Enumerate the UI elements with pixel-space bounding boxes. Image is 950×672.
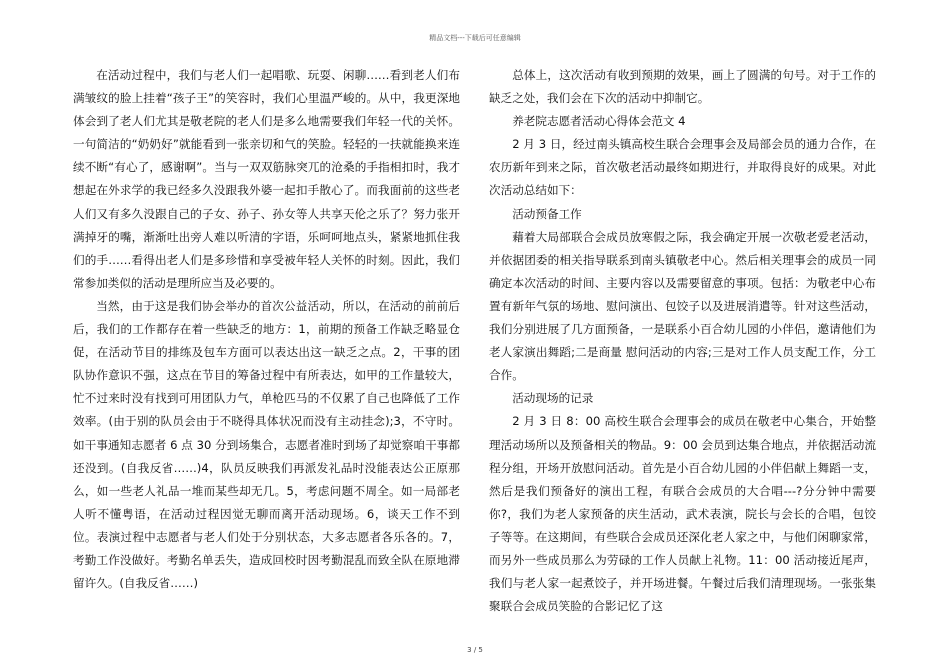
page-header: 精品文档---下载后可任意编辑 [429,34,521,42]
page-number: 3 / 5 [467,646,483,654]
body-paragraph: 2 月 3 日，经过南头镇高校生联合会理事会及局部会员的通力合作，在农历新年到来之际，首次敬老活动最终如期进行，并取得良好的成果。对此次活动总结如下： [489,137,876,198]
section-title: 养老院志愿者活动心得体会范文 4 [512,114,686,129]
body-paragraph: 在活动过程中，我们与老人们一起唱歌、玩耍、闲聊……看到老人们布满皱纹的脸上挂着“孩子王”的笑容时，我们心里温严峻的。从中，我更深地体会到了老人们尤其是敬老院的老人们是多么地需要我们年轻一代的关怀。一句简洁的“奶奶好”就能看到一张亲切和气的笑脸。轻轻的一扶就能换来连续不断“有心了，感谢啊”。当与一双双筋脉突兀的沧桑的手指相扣时，我才想起在外求学的我已经多久没跟我外婆一起扣手散心了。而我面前的这些老人们又有多久没跟自己的子女、孙子、孙女等人共享天伦之乐了？努力张开满掉牙的嘴，渐渐吐出旁人难以听清的字语，乐呵呵地点头，紧紧地抓住我们的手……看得出老人们是多珍惜和享受被年轻人关怀的时刻。因此，我们常参加类似的活动是理所应当及必要的。 [73,68,460,290]
body-paragraph: 当然，由于这是我们协会举办的首次公益活动，所以，在活动的前前后后，我们的工作都存在着一些缺乏的地方：1，前期的预备工作缺乏略显仓促，在活动节目的排练及包车方面可以表达出这一缺乏之点。2，干事的团队协作意识不强，这点在节目的筹备过程中有所表达，如甲的工作量较大，忙不过来时没有找到可用团队力气，单枪匹马的不仅累了自己也降低了工作效率。(由于别的队员会由于不晓得具体状况而没有主动挂念);3，不守时。如干事通知志愿者 6 点 30 分到场集合，志愿者准时到场了却觉察咱干事都还没到。(自我反省……)4，队员反映我们再派发礼品时没能表达公正原那么，如一些老人礼品一堆而某些却无几。5，考虑问题不周全。如一局部老人听不懂粤语，在活动过程因觉无聊而离开活动现场。6，谈天工作不到位。表演过程中志愿者与老人们处于分别状态，大多志愿者各乐各的。7，考勤工作没做好。考勤名单丢失，造成回校时因考勤混乱而致全队在原地滞留许久。(自我反省……) [73,298,460,591]
subheading: 活动现场的记录 [512,391,594,406]
body-paragraph: 总体上，这次活动有收到预期的效果，画上了圆满的句号。对于工作的缺乏之处，我们会在下次的活动中抑制它。 [489,68,876,106]
left-column [73,64,460,595]
body-paragraph: 藉着大局部联合会成员放寒假之际，我会确定开展一次敬老爱老活动，并依据团委的相关指导联系到南头镇敬老中心。然后相关理事会的成员一同确定本次活动的时间、主要内容以及需要留意的事项。包括：为敬老中心布置有新年气氛的场地、慰问演出、包饺子以及进展消遣等。针对这些活动，我们分别进展了几方面预备，一是联系小百合幼儿园的小伴侣，邀请他们为老人家演出舞蹈;二是商量 慰问活动的内容;三是对工作人员支配工作，分工合作。 [489,229,876,383]
body-paragraph: 2 月 3 日 8：00 高校生联合会理事会的成员在敬老中心集合，开始整理活动场所以及预备相关的物品。9：00 会员到达集合地点，并依据活动流程分组，开场开放慰问活动。首先是小百合幼儿园的小伴侣献上舞蹈一支，然后是我们预备好的演出工程，有联合会成员的大合唱---?分分钟中需要你?，我们为老人家预备的庆生活动，武术表演，院长与会长的合唱，包饺子等等。在这期间，有些联合会成员还深化老人家之中，与他们闲聊家常，而另外一些成员那么为劳碌的工作人员献上礼物。11：00 活动接近尾声，我们与老人家一起煮饺子，并开场进餐。午餐过后我们清理现场。一张张集聚联合会成员笑脸的合影记忆了这 [489,414,876,614]
subheading: 活动预备工作 [512,206,582,221]
right-column [489,64,876,618]
